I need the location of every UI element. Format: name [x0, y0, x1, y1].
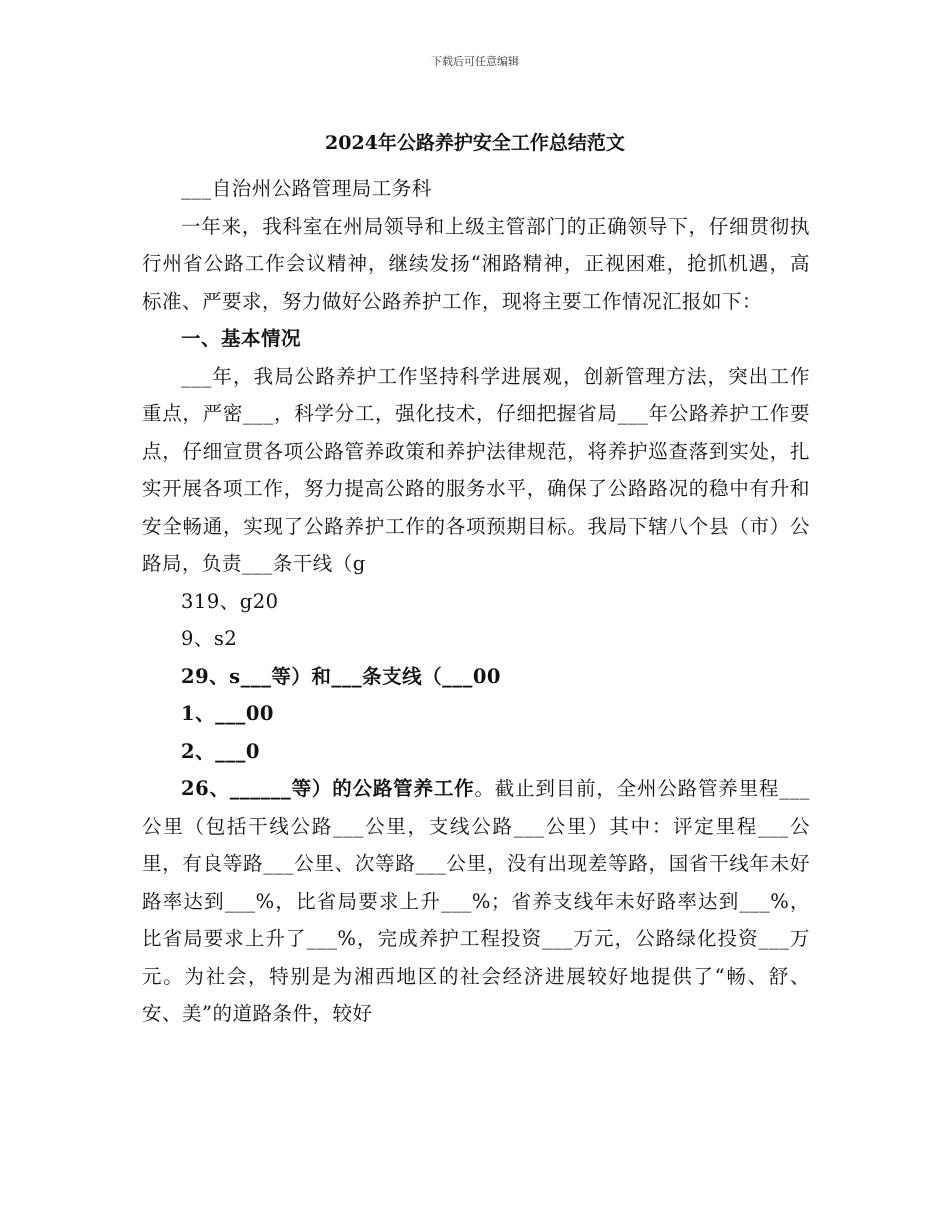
- paragraph-route-line-2: 9、s2: [181, 627, 238, 650]
- paragraph-route-line-3: 29、s___等）和___条支线（___00: [181, 664, 502, 688]
- paragraph-route-line-4: 1、___00: [181, 702, 274, 725]
- section-heading-basic-situation: 一、基本情况: [181, 327, 302, 350]
- paragraph-overview: ___年，我局公路养护工作坚持科学进展观，创新管理方法，突出工作重点，严密___，科学分工，强化技术，仔细把握省局___年公路养护工作要点，仔细宣贯各项公路管养政策和养护法律规范，将养护巡查落到实处，扎实开展各项工作，努力提高公路的服务水平，确保了公路路况的稳中有升和安全畅通，实现了公路养护工作的各项预期目标。我局下辖八个县（市）公路局，负责___条干线（g: [142, 364, 810, 575]
- paragraph-route-line-1: 319、g20: [181, 589, 279, 613]
- paragraph-intro: 一年来，我科室在州局领导和上级主管部门的正确领导下，仔细贯彻执行州省公路工作会议精神，继续发扬“湘路精神，正视困难，抢抓机遇，高标准、严要求，努力做好公路养护工作，现将主要工作情况汇报如下：: [142, 214, 810, 313]
- statistics-text: 。截止到目前，全州公路管养里程___公里（包括干线公路___公里，支线公路___公里）其中：评定里程___公里，有良等路___公里、次等路___公里，没有出现差等路，国省干线年未好路率达到___%，比省局要求上升___%；省养支线年未好路率达到___%，比省局要求上升了___%，完成养护工程投资___万元，公路绿化投资___万元。为社会，特别是为湘西地区的社会经济进展较好地提供了“畅、舒、安、美”的道路条件，较好: [142, 777, 810, 1025]
- document-body: [142, 170, 810, 1033]
- paragraph-statistics: [142, 770, 810, 1033]
- paragraph-department: ___自治州公路管理局工务科: [181, 177, 432, 200]
- page-header-note: 下载后可任意编辑: [431, 55, 519, 68]
- document-title: 2024年公路养护安全工作总结范文: [325, 132, 625, 154]
- statistics-lead: 26、______等）的公路管养工作: [181, 777, 475, 800]
- paragraph-route-line-5: 2、___0: [181, 739, 260, 763]
